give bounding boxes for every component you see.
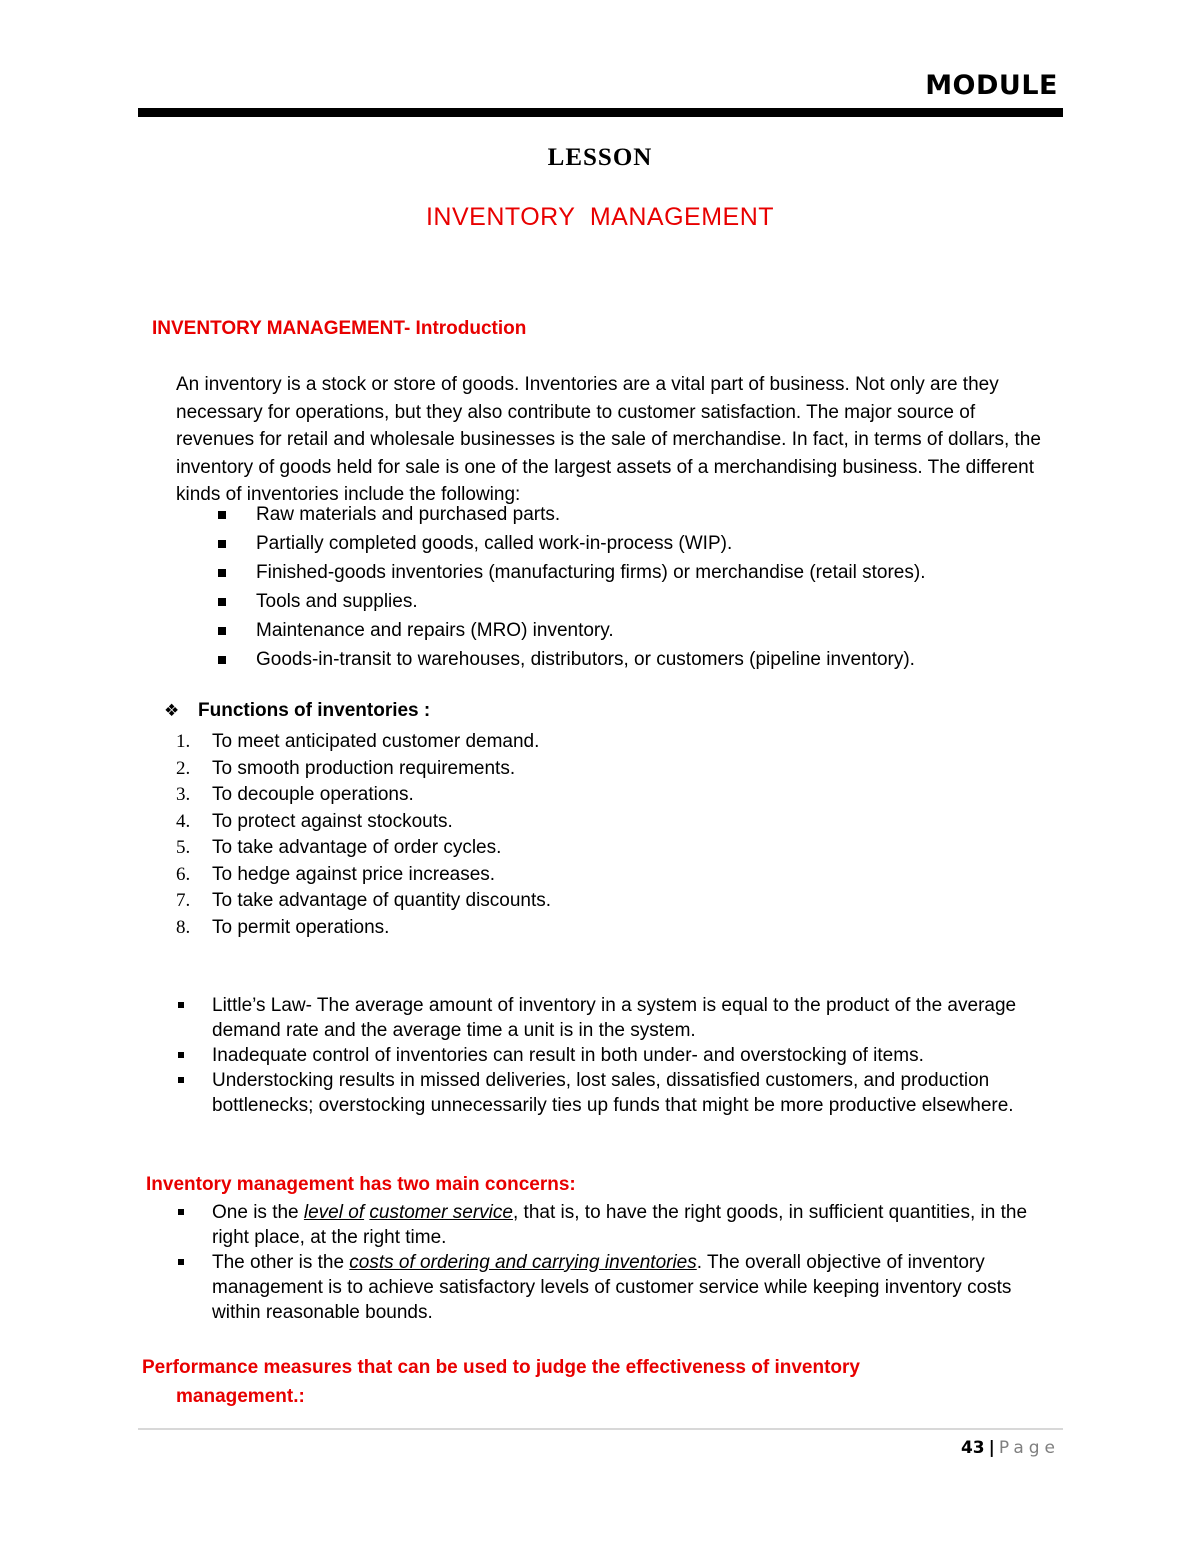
page-footer: 43 | Page <box>960 1438 1060 1458</box>
square-bullet-icon <box>178 1209 184 1215</box>
square-bullet-icon <box>218 656 226 664</box>
list-item: 3. To decouple operations. <box>176 784 414 805</box>
list-item: 6. To hedge against price increases. <box>176 863 496 885</box>
module-title: MODULE <box>925 70 1058 101</box>
list-item: Partially completed goods, called work-in-process (WIP). <box>218 529 925 558</box>
list-item: Little’s Law- The average amount of inventory in a system is equal to the product of the average demand rate and the average time a unit is in the system. <box>176 993 1056 1043</box>
square-bullet-icon <box>218 540 226 548</box>
list-item: 4. To protect against stockouts. <box>176 810 453 832</box>
intro-heading: INVENTORY MANAGEMENT- Introduction <box>152 318 527 339</box>
header-rule <box>138 108 1063 117</box>
square-bullet-icon <box>218 511 226 519</box>
concerns-heading: Inventory management has two main concerns: <box>146 1174 576 1195</box>
inventory-kinds-list <box>218 500 925 674</box>
page-number: 43 <box>960 1438 985 1458</box>
square-bullet-icon <box>218 569 226 577</box>
concerns-list <box>176 1200 1056 1325</box>
list-item: 1. To meet anticipated customer demand. <box>176 731 540 752</box>
list-item: 2. To smooth production requirements. <box>176 757 516 779</box>
functions-list <box>176 729 551 941</box>
list-item: Tools and supplies. <box>218 587 925 616</box>
square-bullet-icon <box>178 1259 184 1265</box>
page-title: INVENTORY MANAGEMENT <box>425 203 775 231</box>
diamond-bullet-icon: ❖ <box>164 701 180 720</box>
list-item: 8. To permit operations. <box>176 916 390 938</box>
square-bullet-icon <box>178 1077 184 1083</box>
list-item: Understocking results in missed deliveries, lost sales, dissatisfied customers, and production bottlenecks; overstocking unnecessarily ties up funds that might be more productive elsewhere. <box>176 1068 1056 1118</box>
list-item: One is the level of customer service, that is, to have the right goods, in sufficient quantities, in the right place, at the right time. <box>176 1200 1056 1250</box>
list-item: 5. To take advantage of order cycles. <box>176 837 502 858</box>
square-bullet-icon <box>178 1052 184 1058</box>
square-bullet-icon <box>218 598 226 606</box>
list-item: Goods-in-transit to warehouses, distributors, or customers (pipeline inventory). <box>218 645 925 674</box>
square-bullet-icon <box>178 1002 184 1008</box>
lesson-label: LESSON <box>547 144 653 171</box>
list-item: Inadequate control of inventories can result in both under- and overstocking of items. <box>176 1043 1056 1068</box>
square-bullet-icon <box>218 627 226 635</box>
list-item: Finished-goods inventories (manufacturing firms) or merchandise (retail stores). <box>218 558 925 587</box>
performance-heading: Performance measures that can be used to judge the effectiveness of inventory management.: <box>142 1357 860 1407</box>
list-item: 7. To take advantage of quantity discounts. <box>176 890 552 911</box>
functions-heading: ❖ Functions of inventories : <box>164 700 431 721</box>
footer-rule <box>138 1428 1063 1430</box>
list-item: Raw materials and purchased parts. <box>218 500 925 529</box>
list-item: Maintenance and repairs (MRO) inventory. <box>218 616 925 645</box>
list-item: The other is the costs of ordering and carrying inventories. The overall objective of inventory management is to achieve satisfactory levels of customer service while keeping inventory costs within reasonable bounds. <box>176 1250 1056 1325</box>
notes-list <box>176 993 1056 1118</box>
intro-paragraph: An inventory is a stock or store of goods. Inventories are a vital part of business. Not only are they necessary for operations, but they also contribute to customer satisfaction. The major source of revenues for retail and wholesale businesses is the sale of merchandise. In fact, in terms of dollars, the inventory of goods held for sale is one of the largest assets of a merchandising business. The different kinds of inventories include the following: <box>176 374 1041 505</box>
